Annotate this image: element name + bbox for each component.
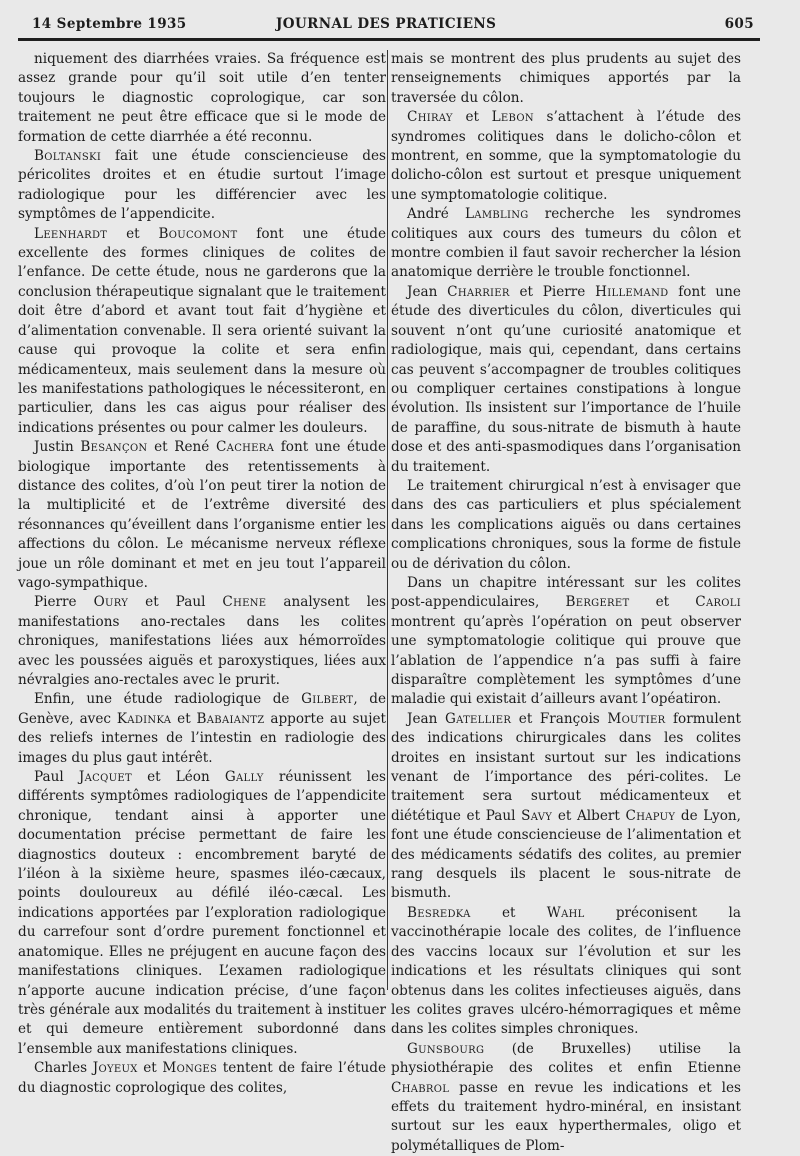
author-name: Wahl: [546, 904, 585, 921]
paragraph: [391, 710, 741, 904]
paragraph-text: et: [629, 594, 696, 611]
author-name: Gatellier: [444, 710, 512, 727]
author-name: Chabrol: [391, 1079, 450, 1096]
paragraph: [391, 574, 741, 710]
paragraph-text: Jean: [407, 283, 448, 300]
paragraph-text: formulent des indications chirurgicales dans les colites droites en insistant surtout sur les indications venant de l’importance des péri-colites. Le traitement sera surtout médicamenteux et diététique et Paul: [391, 710, 741, 824]
author-name: Cachera: [215, 439, 275, 456]
author-name: Bergeret: [565, 594, 630, 611]
paragraph: [391, 477, 741, 574]
author-name: Kadinka: [116, 710, 172, 727]
paragraph: [18, 768, 386, 1059]
author-name: Savy: [521, 807, 553, 824]
paragraph-text: mais se montrent des plus prudents au sujet des renseignements chimiques apportés par la traversée du côlon.: [391, 51, 741, 106]
paragraph-text: font une étude des diverticules du côlon, diverticules qui souvent n’ont qu’une curiosité anatomique et radiologique, mais qui, cependant, dans certains cas peuvent s’accompagner de troubles colitiques ou compliquer certaines constipations à longue évolution. Ils insistent sur l’importance de l’huile de paraffine, du sous-nitrate de bismuth à haute dose et des anti-spasmodiques dans l’organisation du traitement.: [391, 283, 741, 475]
column-divider: [387, 50, 388, 990]
author-name: Chapuy: [625, 807, 676, 824]
author-name: Babaiantz: [196, 710, 265, 727]
author-name: Chiray: [407, 109, 453, 126]
text-column-right: [391, 50, 741, 1156]
paragraph-text: Enfin, une étude radiologique de: [34, 691, 302, 708]
paragraph-text: et: [452, 109, 492, 126]
paragraph-text: font une étude biologique importante des retentissements à distance des colites, d’où l’on peut tirer la notion de la multiplicité et de l’extrême diversité des résonnances qu’éveillent dans l’organisme entier les affections du côlon. Le mécanisme nerveux réflexe joue un rôle dominant et met en jeu tout l’appareil vago-sympathique.: [18, 439, 386, 591]
paragraph-text: font une étude excellente des formes cliniques de colites de l’enfance. De cette étude, nous ne garderons que la conclusion thérapeutique signalant que le traitement doit être d’abord et avant tout fait d’hygiène et d’alimentation convenable. Il sera orienté suivant la cause qui provoque la colite et sera enfin médicamenteux, mais seulement dans la mesure où les manifestations pathologiques le nécessiteront, en particulier, dans les cas aigus pour réaliser des indications présentes ou pour calmer les douleurs.: [18, 225, 386, 436]
author-name: Gilbert: [301, 691, 354, 708]
paragraph-text: réunissent les différents symptômes radiologiques de l’appendicite chronique, tendant ainsi à apporter une documentation précise permettant de faire les diagnostics douteux : encombrement baryté de l’iléon à la sixième heure, spasmes iléo-cæcaux, points douloureux au défilé iléo-cæcal. Les indications apportées par l’exploration radiologique du carrefour sont d’ordre purement fonctionnel et anatomique. Elles ne préjugent en aucune façon des manifestations cliniques. L’examen radiologique n’apporte aucune indication précise, d’une façon très générale aux modalités du traitement à instituer et qui demeure entièrement subordonné dans l’ensemble aux manifestations cliniques.: [18, 769, 386, 1057]
paragraph-text: et René: [147, 439, 216, 456]
author-name: Boltanski: [34, 148, 102, 165]
paragraph-text: (de Bruxelles) utilise la physiothérapie des colites et enfin Etienne: [391, 1040, 741, 1077]
paragraph: [18, 438, 386, 593]
paragraph-text: Pierre: [34, 594, 94, 611]
header-journal-title: JOURNAL DES PRATICIENS: [276, 16, 497, 32]
paragraph: [18, 593, 386, 690]
paragraph-text: et: [171, 710, 197, 727]
author-name: Caroli: [695, 594, 741, 611]
paragraph-text: de Lyon, font une étude consciencieuse de l’alimentation et des médicaments sédatifs des colites, au premier rang desquels ils placent le sous-nitrate de bismuth.: [391, 807, 741, 902]
paragraph-text: recherche les syndromes colitiques aux cours des tumeurs du côlon et montre combien il faut savoir rechercher la lésion anatomique derrière le trouble fonctionnel.: [391, 206, 741, 281]
paragraph: [18, 690, 386, 768]
paragraph: [391, 904, 741, 1040]
running-header: [18, 12, 760, 41]
header-page-number: 605: [724, 16, 754, 32]
author-name: Gally: [224, 769, 264, 786]
paragraph-text: André: [407, 206, 465, 223]
paragraph-text: préconisent la vaccinothérapie locale des colites, de l’influence des vaccins locaux sur l’évolution et sur les indications et les résultats cliniques qui sont obtenus dans les colites infectieuses aiguës, dans les colites graves ulcéro-hémorragiques et même dans les colites simples chroniques.: [391, 904, 741, 1038]
paragraph-text: fait une étude consciencieuse des péricolites droites et en étudie surtout l’image radiologique pour les différencier avec les symptômes de l’appendicite.: [18, 148, 386, 223]
paragraph-text: et: [137, 1060, 163, 1077]
paragraph-text: Le traitement chirurgical n’est à envisager que dans des cas particuliers et plus spécialement dans les complications aiguës ou dans certaines complications chroniques, sous la forme de fistule ou de dérivation du côlon.: [391, 477, 741, 572]
paragraph-text: Paul: [34, 769, 79, 786]
author-name: Charrier: [447, 283, 510, 300]
author-name: Joyeux: [92, 1060, 138, 1077]
paragraph: [391, 108, 741, 205]
paragraph-text: montrent qu’après l’opération on peut observer une symptomatologie colitique qui prouve que l’ablation de l’appendice n’a pas suffi à faire disparaître complètement les symptômes d’une maladie qui existait d’ailleurs avant l’opéatiron.: [391, 613, 741, 708]
paragraph-text: et Léon: [131, 769, 225, 786]
paragraph-text: Jean: [407, 710, 445, 727]
author-name: Jacquet: [78, 769, 132, 786]
author-name: Hillemand: [595, 283, 669, 300]
paragraph-text: et: [470, 904, 547, 921]
paragraph-text: apporte au sujet des reliefs internes de l’intestin en radiologie des images du plus gaut intérêt.: [18, 710, 386, 766]
paragraph-text: et Pierre: [509, 283, 596, 300]
paragraph-text: passe en revue les indications et les effets du traitement hydro-minéral, en insistant surtout sur les eaux hyperthermales, oligo et polymétalliques de Plom-: [391, 1079, 741, 1154]
author-name: Lambling: [464, 206, 529, 223]
author-name: Gunsbourg: [407, 1040, 485, 1057]
author-name: Monges: [162, 1060, 218, 1077]
author-name: Besançon: [80, 439, 148, 456]
paragraph-text: et François: [511, 710, 608, 727]
paragraph-text: s’attachent à l’étude des syndromes colitiques dans le dolicho-côlon et montrent, en somme, que la symptomatologie du dolicho-côlon est surtout et presque uniquement une symptomatologie colitique.: [391, 109, 741, 203]
paragraph-text: et Paul: [128, 594, 223, 611]
paragraph: [391, 1040, 741, 1156]
author-name: Oury: [93, 594, 129, 611]
paragraph: [18, 225, 386, 438]
author-name: Boucomont: [158, 225, 238, 242]
paragraph: [391, 205, 741, 283]
author-name: Besredka: [407, 904, 471, 921]
author-name: Lebon: [491, 109, 534, 126]
paragraph: [18, 147, 386, 225]
paragraph: [18, 50, 386, 147]
author-name: Moutier: [607, 710, 666, 727]
paragraph: [18, 1059, 386, 1098]
author-name: Chene: [222, 594, 267, 611]
paragraph-text: Charles: [34, 1060, 93, 1077]
paragraph-text: Justin: [34, 439, 81, 456]
header-date: 14 Septembre 1935: [32, 16, 187, 32]
text-column-left: [18, 50, 386, 1098]
paragraph-text: niquement des diarrhées vraies. Sa fréquence est assez grande pour qu’il soit utile d’en tenter toujours le diagnostic coprologique, car son traitement ne peut être efficace que si le mode de formation de cette diarrhée a été reconnu.: [18, 51, 386, 145]
paragraph-text: et: [107, 225, 159, 242]
paragraph-text: et Albert: [552, 807, 626, 824]
paragraph-text: tentent de faire l’étude du diagnostic coprologique des colites,: [18, 1060, 387, 1096]
author-name: Leenhardt: [34, 225, 108, 242]
paragraph-text: Dans un chapitre intéressant sur les colites post-appendiculaires,: [391, 574, 741, 611]
paragraph: [391, 283, 741, 477]
paragraph-text: , de Genève, avec: [18, 691, 387, 727]
paragraph-text: analysent les manifestations ano-rectales dans les colites chroniques, manifestations liées aux hémorroïdes avec les poussées aiguës et paroxystiques, liées aux névralgies ano-rectales avec le prurit.: [18, 594, 386, 688]
paragraph: [391, 50, 741, 108]
